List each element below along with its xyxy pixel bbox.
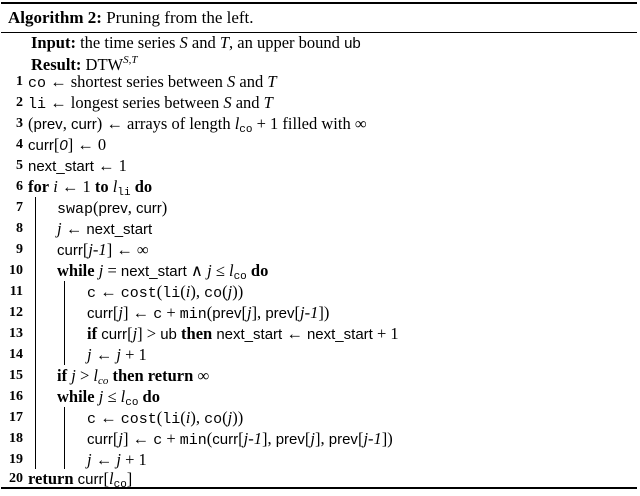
line-number: 19 — [9, 452, 23, 467]
code-line-10: 10 while j = next_start ∧ $j \le l_{co}$ do — [1, 260, 637, 281]
line-number: 20 — [9, 471, 23, 486]
algorithm-caption — [8, 8, 254, 28]
code-line-4: 4 curr[0] ← 0 — [1, 134, 637, 155]
code-line-20: 20 return $curr[l_{co}]$ — [1, 468, 637, 489]
top-rule — [1, 2, 637, 4]
line-number: 12 — [9, 305, 23, 320]
line-number: 5 — [16, 158, 23, 173]
line-number: 17 — [9, 410, 23, 425]
code-line-16: 16 while $j \le l_{co}$ do — [1, 386, 637, 407]
line-number: 7 — [16, 200, 23, 215]
result-label: Result: — [31, 55, 82, 74]
line-number: 8 — [16, 221, 23, 236]
code-line-7: 7 swap(prev, curr) — [1, 197, 637, 218]
code-line-1: 1 co ← shortest series between S and T — [1, 71, 637, 92]
bottom-rule — [1, 487, 637, 489]
caption-title: Pruning from the left. — [106, 8, 254, 27]
line-number: 13 — [9, 326, 23, 341]
code-line-15: 15 if $j > l_{co}$ then return ∞ — [1, 365, 637, 386]
code-line-3: 3 (prev, curr) ← arrays of length $l_{co} + 1$ filled with ∞ — [1, 113, 637, 134]
code-line-19: 19 j ← j + 1 — [1, 449, 637, 470]
line-number: 4 — [16, 137, 23, 152]
line-number: 18 — [9, 431, 23, 446]
line-number: 9 — [16, 242, 23, 257]
line-number: 11 — [9, 284, 23, 299]
code-line-14: 14 j ← j + 1 — [1, 344, 637, 365]
result-line: Result: $DTW^{S,T}$ — [31, 54, 138, 74]
code-line-8: 8 j ← next_start — [1, 218, 637, 239]
code-line-9: 9 curr[j-1] ← ∞ — [1, 239, 637, 260]
input-line: Input: the time series S and T, an upper bound ub — [31, 33, 361, 52]
line-number: 15 — [9, 368, 23, 383]
line-number: 2 — [16, 95, 23, 110]
line-number: 16 — [9, 389, 23, 404]
code-line-5: 5 next_start ← 1 — [1, 155, 637, 176]
line-number: 1 — [16, 74, 23, 89]
code-line-2: 2 li ← longest series between S and T — [1, 92, 637, 113]
code-line-6: 6 for i ← 1 to $l_{li}$ do — [1, 176, 637, 197]
code-line-17: 17 c ← cost(li(i), co(j)) — [1, 407, 637, 428]
line-number: 3 — [16, 116, 23, 131]
line-number: 14 — [9, 347, 23, 362]
code-line-13: 13 if curr[j] > ub then next_start ← next_start + 1 — [1, 323, 637, 344]
algorithm-box — [1, 2, 637, 489]
caption-label: Algorithm 2: — [8, 8, 102, 27]
line-number: 10 — [9, 263, 23, 278]
code-line-12: 12 curr[j] ← c + min(prev[j], prev[j-1]) — [1, 302, 637, 323]
line-number: 6 — [16, 179, 23, 194]
input-label: Input: — [31, 33, 76, 52]
code-line-18: 18 curr[j] ← c + min(curr[j-1], prev[j], prev[j-1]) — [1, 428, 637, 449]
code-line-11: 11 c ← cost(li(i), co(j)) — [1, 281, 637, 302]
